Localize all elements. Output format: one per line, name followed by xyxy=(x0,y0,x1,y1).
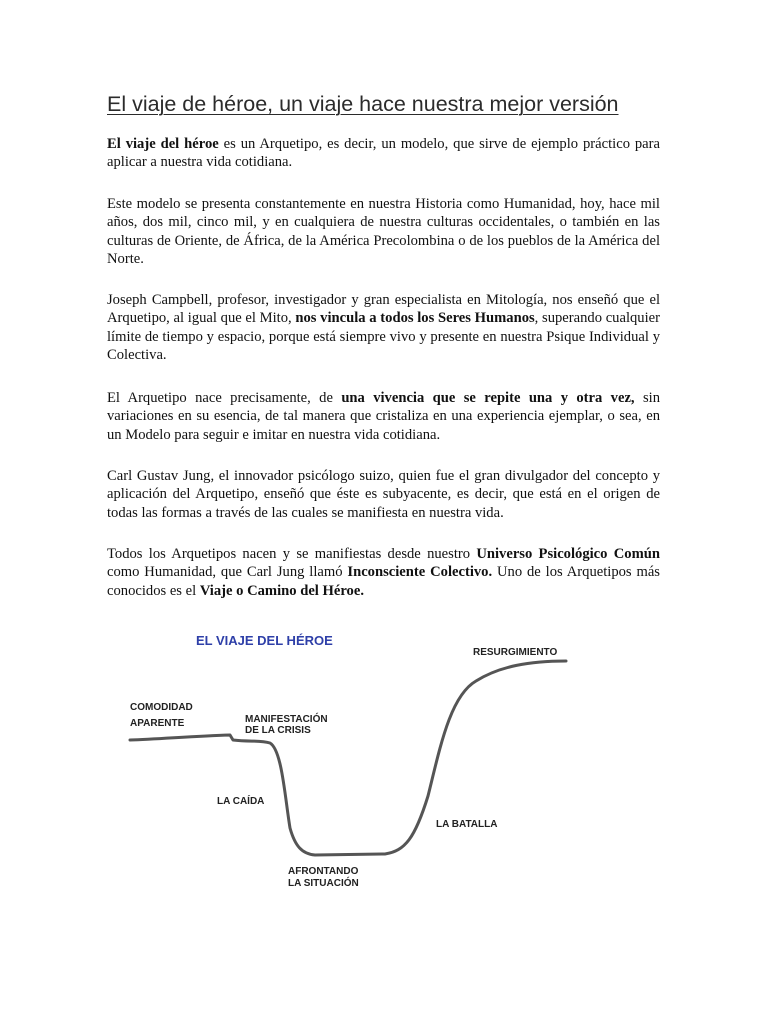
paragraph-6 xyxy=(107,545,660,600)
paragraph-2 xyxy=(107,195,660,268)
text-run: como Humanidad, que Carl Jung llamó xyxy=(107,564,348,581)
text-run: Joseph Campbell, profesor, investigador y gran especialista en Mitología, nos enseñó que el Arquetipo, al igual que el Mito, xyxy=(107,292,660,327)
paragraph-4 xyxy=(107,389,660,444)
text-run: Todos los Arquetipos nacen y se manifiestas desde nuestro xyxy=(107,546,477,562)
label-afrontando-line2: LA SITUACIÓN xyxy=(288,878,359,889)
label-comodidad-line2: APARENTE xyxy=(130,718,185,729)
document-title: El viaje de héroe, un viaje hace nuestra mejor versión xyxy=(107,92,619,116)
bold-text-run: una vivencia que se repite una y otra vez, xyxy=(341,390,635,406)
paragraph-3 xyxy=(107,291,660,364)
text-run: El Arquetipo nace precisamente, de xyxy=(107,390,342,406)
bold-text-run: Viaje o Camino del Héroe. xyxy=(199,582,364,599)
label-batalla: LA BATALLA xyxy=(436,819,498,830)
label-caida: LA CAÍDA xyxy=(217,796,265,807)
journey-curve xyxy=(130,661,566,855)
bold-text-run: Inconsciente Colectivo. xyxy=(347,564,493,581)
label-manifestacion-line2: DE LA CRISIS xyxy=(245,725,311,736)
text-run: Uno de los Arquetipos más conocidos es el xyxy=(107,564,660,599)
text-run: , superando cualquier límite de tiempo y espacio, porque está siempre vivo y presente en nuestra Psique Individual y Colectiva. xyxy=(107,310,660,363)
text-run: sin variaciones en su esencia, de tal manera que cristaliza en una experiencia ejemplar, o sea, en un Modelo para seguir e imitar en nuestra vida cotidiana. xyxy=(107,390,660,443)
label-afrontando-line1: AFRONTANDO xyxy=(288,866,359,877)
diagram-title: EL VIAJE DEL HÉROE xyxy=(196,633,333,648)
label-resurgimiento: RESURGIMIENTO xyxy=(473,647,558,658)
paragraph-5 xyxy=(107,467,660,522)
text-run: Carl Gustav Jung, el innovador psicólogo suizo, quien fue el gran divulgador del concepto y aplicación del Arquetipo, enseñó que éste es subyacente, es decir, que está en el origen de todas las formas a través de las cuales se manifiesta en nuestra vida. xyxy=(107,468,660,521)
bold-text-run: Universo Psicológico Común xyxy=(476,546,660,562)
label-comodidad-line1: COMODIDAD xyxy=(130,702,193,713)
text-run: es un Arquetipo, es decir, un modelo, que sirve de ejemplo práctico para aplicar a nuestra vida cotidiana. xyxy=(107,136,661,171)
bold-text-run: El viaje del héroe xyxy=(107,136,219,152)
bold-text-run: nos vincula a todos los Seres Humanos xyxy=(295,310,535,327)
label-manifestacion-line1: MANIFESTACIÓN xyxy=(245,714,328,725)
paragraph-1 xyxy=(107,135,660,172)
hero-journey-diagram xyxy=(100,618,700,908)
text-run: Este modelo se presenta constantemente en nuestra Historia como Humanidad, hoy, hace mil años, dos mil, cinco mil, y en cualquiera de nuestra culturas occidentales, o también en las culturas de Oriente, de África, de la América Precolombina o de los pueblos de la América del Norte. xyxy=(107,196,660,267)
